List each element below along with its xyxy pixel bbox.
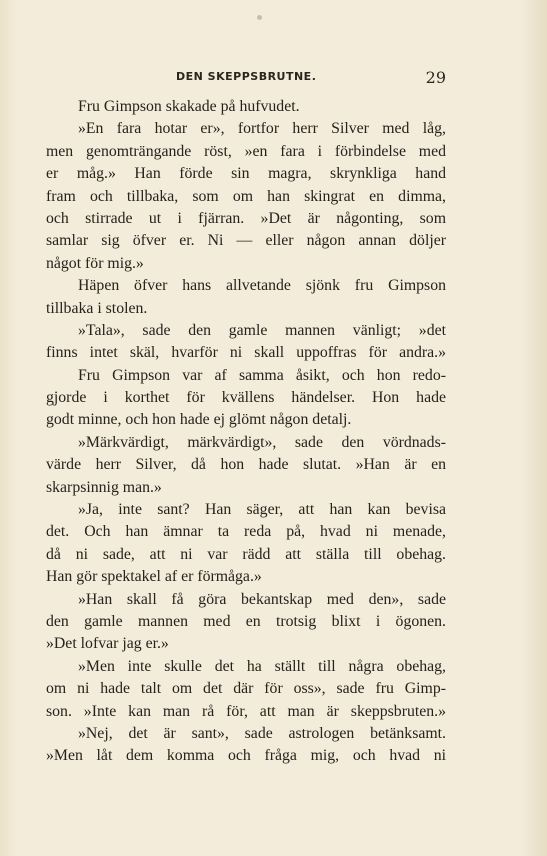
text-line: tillbaka i stolen. — [46, 299, 148, 317]
text-line: skarpsinnig man.» — [46, 478, 162, 496]
text-line: fram och tillbaka, som om han skingrat en dimma, — [46, 187, 446, 205]
page-header — [46, 68, 446, 92]
page-mark — [257, 15, 262, 20]
text-line: »Men låt dem komma och fråga mig, och hvad ni — [46, 747, 446, 765]
text-line: »Tala», sade den gamle mannen vänligt; »det — [78, 321, 446, 339]
text-line: »En fara hotar er», fortfor herr Silver med låg, — [78, 120, 446, 138]
text-line: godt minne, och hon hade ej glömt någon detalj. — [46, 411, 352, 429]
text-line: värde herr Silver, då hon hade slutat. »Han är en — [46, 456, 446, 474]
text-line: »Men inte skulle det ha ställt till några obehag, — [78, 657, 446, 675]
text-line: »Märkvärdigt, märkvärdigt», sade den vördnads- — [78, 433, 446, 451]
text-line: »Han skall få göra bekantskap med den», sade — [78, 590, 446, 608]
text-line: Häpen öfver hans allvetande sjönk fru Gimpson — [78, 277, 446, 295]
text-line: samlar sig öfver er. Ni — eller någon annan döljer — [46, 232, 446, 250]
body-text — [46, 96, 446, 768]
text-line: son. »Inte kan man rå för, att man är skeppsbruten.» — [46, 702, 446, 720]
text-line: men genomträngande röst, »en fara i förbindelse med — [46, 142, 446, 160]
text-line: det. Och han ämnar ta reda på, hvad ni menade, — [46, 523, 446, 541]
text-line: då ni sade, att ni var rädd att ställa till obehag. — [46, 545, 446, 563]
text-line: Fru Gimpson skakade på hufvudet. — [78, 98, 300, 115]
text-line: och stirrade ut i fjärran. »Det är någonting, som — [46, 209, 446, 227]
text-line: Han gör spektakel af er förmåga.» — [46, 568, 262, 586]
text-line: »Nej, det är sant», sade astrologen betänksamt. — [78, 724, 446, 742]
page-number: 29 — [425, 68, 446, 87]
text-line: gjorde i korthet för kvällens händelser. Hon hade — [46, 389, 446, 407]
running-title: DEN SKEPPSBRUTNE. — [176, 70, 317, 83]
text-line: om ni hade talt om det där för oss», sade fru Gimp- — [46, 680, 446, 698]
text-line: något för mig.» — [46, 254, 144, 272]
text-line: »Det lofvar jag er.» — [46, 635, 169, 653]
text-line: Fru Gimpson var af samma åsikt, och hon redo- — [78, 366, 446, 384]
text-line: finns intet skäl, hvarför ni skall uppoffras för andra.» — [46, 344, 446, 362]
text-line: »Ja, inte sant? Han säger, att han kan bevisa — [78, 501, 446, 519]
text-line: er måg.» Han förde sin magra, skrynkliga hand — [46, 165, 446, 183]
text-line: den gamle mannen med en trotsig blixt i ögonen. — [46, 612, 446, 630]
